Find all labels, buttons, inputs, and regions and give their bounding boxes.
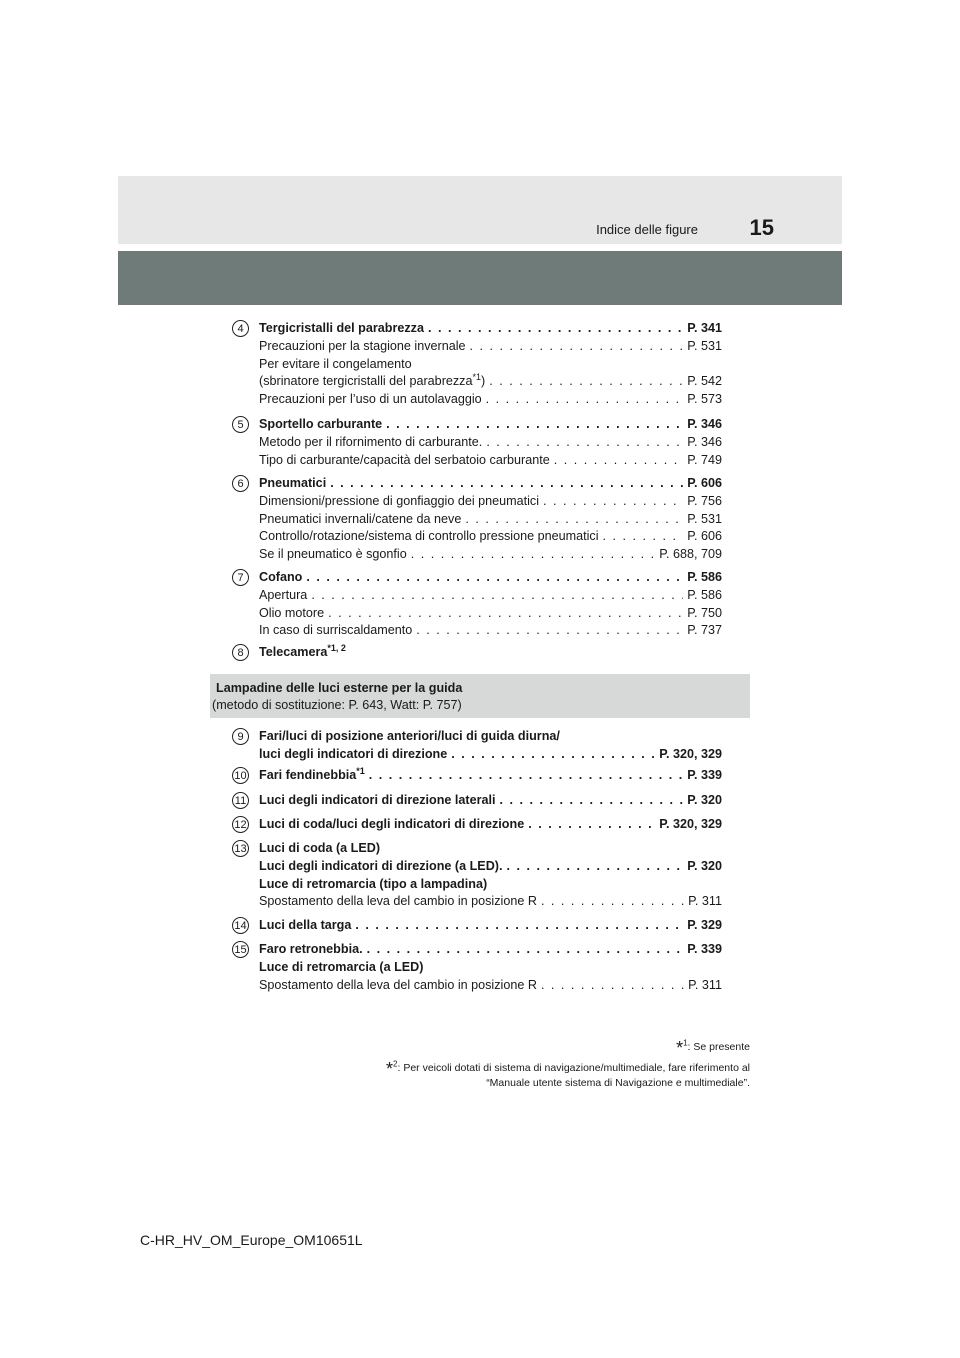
page-number: 15 xyxy=(749,215,774,240)
header-dark-band xyxy=(118,251,842,305)
index-row: (sbrinatore tergicristalli del parabrezza$^{*1}$) . . . P. 542 xyxy=(259,373,722,391)
index-row: Spostamento della leva del cambio in posizione R . . . P. 311 xyxy=(259,893,722,911)
footnote-1: *$^1$: Se presente xyxy=(676,1038,750,1058)
index-text-line: Telecamera$^{*1, 2}$ xyxy=(259,642,346,659)
index-row: Precauzioni per l’uso di un autolavaggio . . . P. 573 xyxy=(259,391,722,409)
index-text-line: Per evitare il congelamento xyxy=(259,356,412,371)
entry-fuel-door xyxy=(232,416,722,469)
index-row-main: Faro retronebbia. . . . P. 339 xyxy=(259,941,722,959)
entry-license-plate-lights xyxy=(232,917,722,935)
section-header-subtitle: (metodo di sostituzione: P. 643, Watt: P. 757) xyxy=(212,698,462,712)
entry-wipers xyxy=(232,320,722,409)
index-row-main: Luci di coda/luci degli indicatori di direzione . . . P. 320, 329 xyxy=(259,816,722,834)
entry-led-tail-lights xyxy=(232,840,722,911)
entry-number-badge: 13 xyxy=(232,840,249,857)
entry-number-badge: 12 xyxy=(232,816,249,833)
entry-number-badge: 5 xyxy=(232,416,249,433)
document-code: C-HR_HV_OM_Europe_OM10651L xyxy=(140,1232,363,1248)
index-row: Se il pneumatico è sgonfio . . . P. 688, 709 xyxy=(259,546,722,564)
footnote-2: *$^2$: Per veicoli dotati di sistema di navigazione/multimediale, fare riferimento al xyxy=(386,1059,750,1079)
entry-number-badge: 6 xyxy=(232,475,249,492)
index-text-line: Luce di retromarcia (a LED) xyxy=(259,959,424,974)
entry-number-badge: 15 xyxy=(232,941,249,958)
index-row: Controllo/rotazione/sistema di controllo pressione pneumatici . . . P. 606 xyxy=(259,528,722,546)
entry-tires xyxy=(232,475,722,564)
index-row: Metodo per il rifornimento di carburante. . . . P. 346 xyxy=(259,434,722,452)
entry-number-badge: 10 xyxy=(232,767,249,784)
index-row-main: luci degli indicatori di direzione . . . P. 320, 329 xyxy=(259,746,722,764)
index-row: In caso di surriscaldamento . . . P. 737 xyxy=(259,622,722,640)
entry-fog-lights xyxy=(232,767,722,785)
index-row: Olio motore . . . P. 750 xyxy=(259,605,722,623)
index-row-main: Luci degli indicatori di direzione (a LED). . . . P. 320 xyxy=(259,858,722,876)
index-row-main: Fari fendinebbia$^{*1}$ . . . P. 339 xyxy=(259,767,722,785)
entry-number-badge: 14 xyxy=(232,917,249,934)
index-row-main: Tergicristalli del parabrezza . . . P. 341 xyxy=(259,320,722,338)
index-row: Spostamento della leva del cambio in posizione R . . . P. 311 xyxy=(259,977,722,995)
entry-tail-lights xyxy=(232,816,722,834)
index-row-main: Luci della targa . . . P. 329 xyxy=(259,917,722,935)
index-row-main: Pneumatici . . . P. 606 xyxy=(259,475,722,493)
index-text-line: Fari/luci di posizione anteriori/luci di guida diurna/ xyxy=(259,729,560,743)
entry-rear-fog-light xyxy=(232,941,722,994)
section-header-title: Lampadine delle luci esterne per la guida xyxy=(216,681,463,695)
index-row-main: Luci degli indicatori di direzione laterali . . . P. 320 xyxy=(259,792,722,810)
entry-number-badge: 7 xyxy=(232,569,249,586)
index-row: Precauzioni per la stagione invernale . . . P. 531 xyxy=(259,338,722,356)
index-row: Apertura . . . P. 586 xyxy=(259,587,722,605)
section-title: Indice delle figure xyxy=(596,222,698,237)
index-row-main: Sportello carburante . . . P. 346 xyxy=(259,416,722,434)
entry-camera xyxy=(232,644,722,662)
entry-hood xyxy=(232,569,722,640)
index-row-main: Cofano . . . P. 586 xyxy=(259,569,722,587)
entry-side-turn-signals xyxy=(232,792,722,810)
index-row: Tipo di carburante/capacità del serbatoio carburante . . . P. 749 xyxy=(259,452,722,470)
footnote-2-cont: “Manuale utente sistema di Navigazione e multimediale”. xyxy=(486,1077,750,1089)
index-text-line: Luce di retromarcia (tipo a lampadina) xyxy=(259,876,488,891)
entry-number-badge: 8 xyxy=(232,644,249,661)
entry-number-badge: 9 xyxy=(232,728,249,745)
section-header-box xyxy=(210,674,750,718)
footnotes xyxy=(386,1040,750,1090)
index-row: Dimensioni/pressione di gonfiaggio dei pneumatici . . . P. 756 xyxy=(259,493,722,511)
header-top-band xyxy=(118,176,842,244)
index-row: Pneumatici invernali/catene da neve . . . P. 531 xyxy=(259,511,722,529)
entry-number-badge: 11 xyxy=(232,792,249,809)
entry-headlights xyxy=(232,728,722,764)
index-text-line: Luci di coda (a LED) xyxy=(259,841,381,855)
entry-number-badge: 4 xyxy=(232,320,249,337)
